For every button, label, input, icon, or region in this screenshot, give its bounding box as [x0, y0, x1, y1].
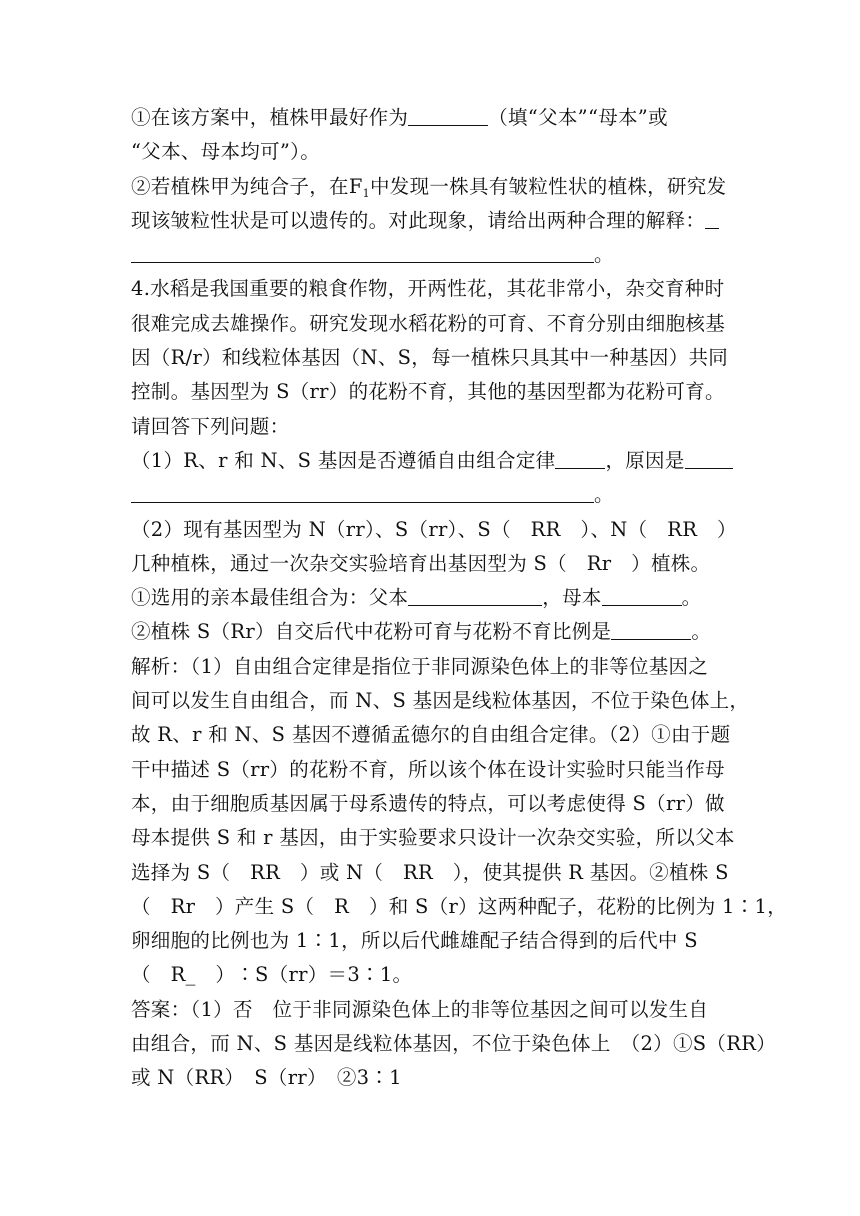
q3-sub2-text-cont: 中发现一株具有皱粒性状的植株，研究发: [369, 174, 727, 198]
answer-blank: [705, 208, 719, 229]
analysis-line: （ Rr ）产生 S（ R ）和 S（r）这两种配子，花粉的比例为 1∶1，: [131, 894, 788, 918]
q4-part2-sub2-text: ②植株 S（Rr）自交后代中花粉可育与花粉不育比例是: [131, 620, 612, 644]
q4-stem-line: 4.水稻是我国重要的粮食作物，开两性花，其花非常小，杂交育种时: [131, 277, 725, 301]
q3-sub2-line1: [131, 170, 734, 204]
period: 。: [681, 586, 702, 610]
q4-part1-line2: [131, 478, 734, 512]
q3-sub2-text: ②若植株甲为纯合子，在: [131, 174, 349, 198]
f1-symbol: F: [348, 174, 363, 198]
q3-sub2-line3: [131, 238, 734, 272]
period: 。: [594, 483, 614, 507]
q4-stem-line: 很难完成去雄操作。研究发现水稻花粉的可育、不育分别由细胞核基: [131, 311, 726, 335]
period: 。: [691, 620, 712, 644]
q3-sub2-question: 现该皱粒性状是可以遗传的。对此现象，请给出两种合理的解释：: [131, 208, 706, 232]
analysis-line: 卵细胞的比例也为 1∶1，所以后代雌雄配子结合得到的后代中 S: [131, 929, 698, 953]
q3-sub1-text: ①在该方案中，植株甲最好作为: [131, 106, 409, 129]
f1-subscript: 1: [362, 186, 370, 200]
q3-sub1-line1: [131, 101, 734, 135]
answer-line: 由组合，而 N、S 基因是线粒体基因，不位于染色体上 （2）①S（RR）: [131, 1032, 776, 1056]
analysis-line: （ R_ ）∶S（rr）＝3∶1。: [131, 963, 413, 987]
answer-blank: [685, 448, 733, 469]
q4-stem-line: 请回答下列问题：: [131, 414, 290, 438]
q4-stem-line: 因（R/r）和线粒体基因（N、S，每一植株只具其中一种基因）共同: [131, 346, 729, 370]
analysis-line: 故 R、r 和 N、S 基因不遵循孟德尔的自由组合定律。（2）①由于题: [131, 723, 731, 747]
q4-part2-line1: （2）现有基因型为 N（rr）、S（rr）、S（ RR ）、N（ RR ）: [131, 517, 737, 541]
answer-blank: [131, 482, 594, 503]
analysis-line: 选择为 S（ RR ）或 N（ RR ），使其提供 R 基因。②植株 S: [131, 860, 729, 884]
q4-part2-sub2: [131, 615, 734, 649]
answer-line: 或 N（RR） S（rr） ②3∶1: [131, 1066, 402, 1090]
analysis-line: 解析：（1）自由组合定律是指位于非同源染色体上的非等位基因之: [131, 654, 709, 678]
answer-blank: [611, 619, 691, 640]
q4-part2-line2: 几种植株，通过一次杂交实验培育出基因型为 S（ Rr ）植株。: [131, 551, 711, 575]
period: 。: [594, 243, 614, 267]
q4-part1-question: （1）R、r 和 N、S 基因是否遵循自由组合定律: [131, 448, 556, 472]
answer-blank: [408, 585, 542, 606]
q4-part2-sub1: [131, 581, 734, 615]
q3-sub1-options-cont: “父本、母本均可”）。: [131, 140, 320, 164]
analysis-line: 间可以发生自由组合，而 N、S 基因是线粒体基因，不位于染色体上，: [131, 689, 750, 713]
analysis-line: 母本提供 S 和 r 基因，由于实验要求只设计一次杂交实验，所以父本: [131, 826, 735, 850]
q4-part2-sub1-text: ①选用的亲本最佳组合为：父本: [131, 586, 409, 610]
q3-sub1-options: （填“父本”“母本”或: [488, 106, 668, 129]
analysis-line: 干中描述 S（rr）的花粉不育，所以该个体在设计实验时只能当作母: [131, 757, 725, 781]
answer-line: 答案：（1）否 位于非同源染色体上的非等位基因之间可以发生自: [131, 997, 709, 1021]
q4-part1-reason-label: ，原因是: [605, 448, 685, 472]
q4-part1-line1: [131, 444, 734, 478]
document-body: [131, 101, 788, 1096]
q3-sub2-line2: [131, 204, 734, 238]
answer-blank: [602, 585, 682, 606]
answer-blank: [555, 448, 605, 469]
answer-blank: [408, 105, 488, 126]
q4-part2-sub1-mother: ，母本: [542, 586, 602, 610]
answer-blank: [131, 242, 594, 263]
q3-sub1-line2: [131, 135, 734, 169]
analysis-line: 本，由于细胞质基因属于母系遗传的特点，可以考虑使得 S（rr）做: [131, 791, 725, 815]
q4-stem-line: 控制。基因型为 S（rr）的花粉不育，其他的基因型都为花粉可育。: [131, 380, 725, 404]
